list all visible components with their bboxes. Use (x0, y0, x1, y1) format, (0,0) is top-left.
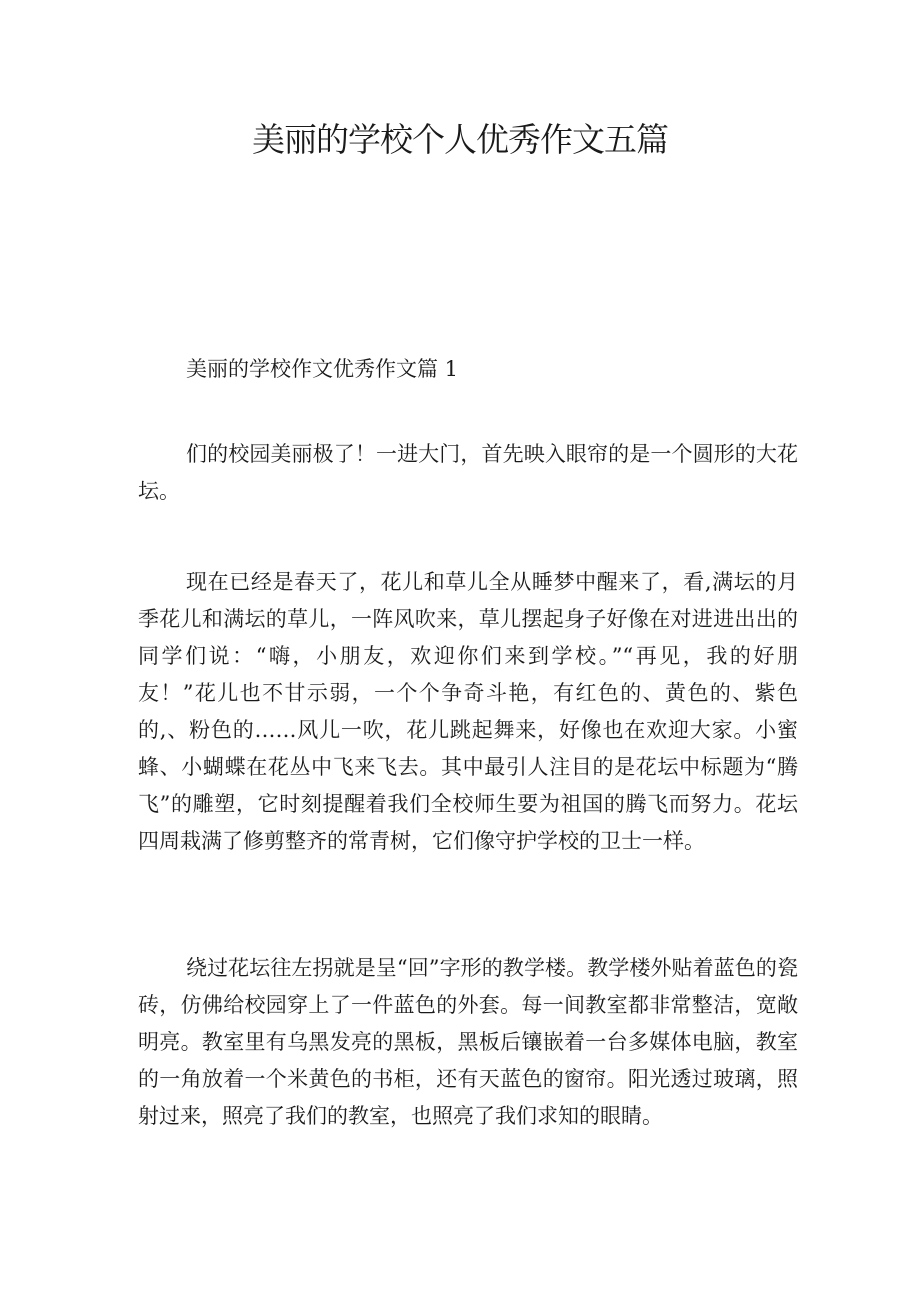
section-heading: 美丽的学校作文优秀作文篇 1 (186, 357, 459, 381)
paragraph-1: 们的校园美丽极了！一进大门，首先映入眼帘的是一个圆形的大花坛。 (138, 442, 798, 503)
document-title: 美丽的学校个人优秀作文五篇 (252, 120, 668, 159)
paragraph-3: 绕过花坛往左拐就是呈“回”字形的教学楼。教学楼外贴着蓝色的瓷砖，仿佛给校园穿上了一件蓝色的外套。每一间教室都非常整洁，宽敞明亮。教室里有乌黑发亮的黑板，黑板后镶嵌着一台多媒体电脑，教室的一角放着一个米黄色的书柜，还有天蓝色的窗帘。阳光透过玻璃，照射过来，照亮了我们的教室，也照亮了我们求知的眼睛。 (138, 956, 798, 1128)
paragraph-2: 现在已经是春天了，花儿和草儿全从睡梦中醒来了，看,满坛的月季花儿和满坛的草儿，一阵风吹来，草儿摆起身子好像在对进进出出的同学们说：“嗨，小朋友，欢迎你们来到学校。”“再见，我的好朋友！”花儿也不甘示弱，一个个争奇斗艳，有红色的、黄色的、紫色的,、粉色的……风儿一吹，花儿跳起舞来，好像也在欢迎大家。小蜜蜂、小蝴蝶在花丛中飞来飞去。其中最引人注目的是花坛中标题为“腾飞”的雕塑，它时刻提醒着我们全校师生要为祖国的腾飞而努力。花坛四周栽满了修剪整齐的常青树，它们像守护学校的卫士一样。 (138, 570, 798, 853)
